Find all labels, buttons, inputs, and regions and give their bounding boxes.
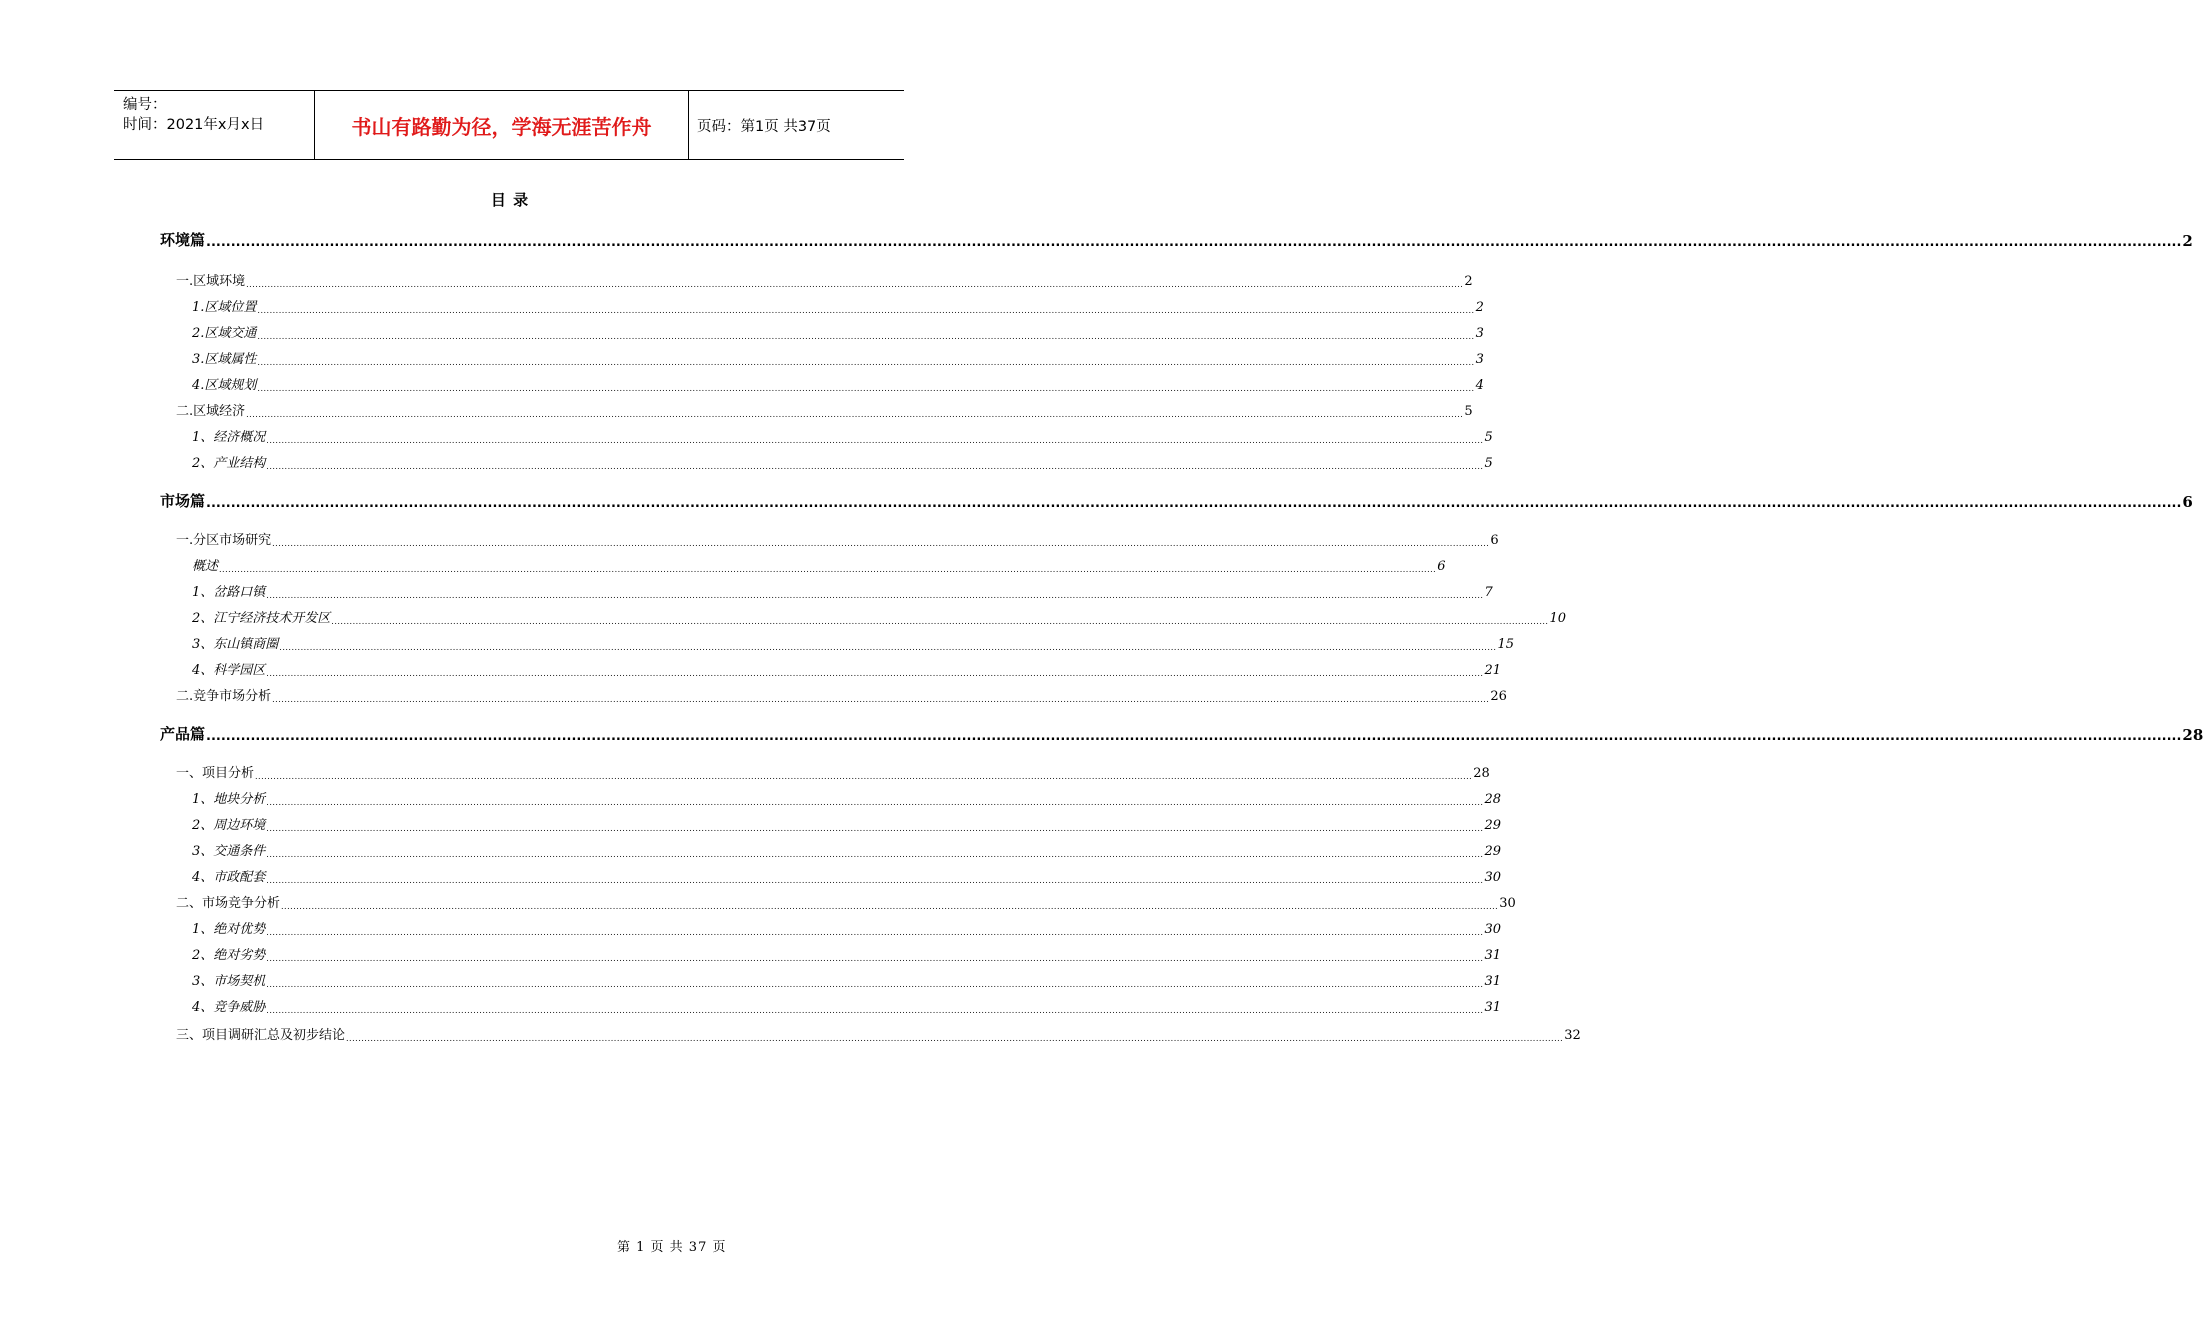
toc-entry-label: 2、江宁经济技术开发区: [192, 611, 331, 626]
toc-entry-page: 4: [1475, 378, 1484, 393]
toc-entry[interactable]: [192, 944, 1502, 963]
toc-entry[interactable]: [192, 426, 1493, 445]
toc-leader-dots: ................................................................................................................................................................................................................................................................................................................................................................................................................: [266, 850, 1484, 859]
toc-entry[interactable]: [192, 970, 1502, 989]
toc-entry-label: 3、东山镇商圈: [192, 637, 279, 652]
toc-entry[interactable]: [176, 400, 1473, 419]
toc-entry-page: 2: [2182, 232, 2193, 250]
toc-leader-dots: ................................................................................................................................................................................................................................................................................................................................................................................................................: [272, 539, 1490, 548]
toc-title: 目 录: [490, 191, 530, 209]
toc-entry-page: 10: [1549, 611, 1567, 626]
toc-entry-label: 产品篇: [160, 725, 206, 743]
toc-leader-dots: ................................................................................................................................................................................................................................................................................................................................................................................................................: [246, 280, 1464, 289]
toc-entry[interactable]: [192, 452, 1493, 471]
toc-entry-label: 1、经济概况: [192, 430, 266, 445]
toc-entry-label: 2、绝对劣势: [192, 948, 266, 963]
document-header: [114, 90, 904, 160]
toc-leader-dots: ................................................................................................................................................................................................................................................................................................................................................................................................................: [281, 902, 1499, 911]
toc-leader-dots: ................................................................................................................................................................................................................................................................................................................................................................................................................: [266, 954, 1484, 963]
toc-entry[interactable]: [192, 866, 1502, 885]
toc-entry-page: 31: [1484, 1000, 1502, 1015]
toc-entry[interactable]: [176, 892, 1516, 911]
toc-leader-dots: ................................................................................................................................................................................................................................................................................................................................................................................................................: [257, 332, 1475, 341]
toc-entry[interactable]: [192, 581, 1493, 600]
toc-entry[interactable]: [192, 348, 1484, 367]
toc-entry[interactable]: [192, 918, 1502, 937]
toc-entry-page: 30: [1484, 922, 1502, 937]
toc-entry-page: 32: [1564, 1028, 1581, 1043]
toc-entry[interactable]: [192, 814, 1502, 833]
toc-entry[interactable]: [176, 762, 1490, 781]
toc-entry-page: 30: [1499, 896, 1516, 911]
toc-entry-label: 环境篇: [160, 231, 206, 249]
toc-entry-label: 4.区域规划: [192, 378, 257, 393]
toc-entry-page: 29: [1484, 844, 1502, 859]
toc-leader-dots: ................................................................................................................................................................................................................................................................................................................................................................................................................: [266, 591, 1484, 600]
toc-entry-page: 6: [1437, 559, 1446, 574]
toc-leader-dots: ................................................................................................................................................................................................................................................................................................................................................................................................................: [266, 928, 1484, 937]
toc-entry-label: 4、科学园区: [192, 663, 266, 678]
toc-entry-label: 概述: [192, 559, 219, 574]
toc-entry[interactable]: [192, 607, 1567, 626]
toc-entry[interactable]: [192, 788, 1502, 807]
toc-leader-dots: ................................................................................................................................................................................................................................................................................................................................................................................................................: [255, 772, 1473, 781]
toc-entry-label: 二、市场竞争分析: [176, 896, 281, 911]
toc-entry-page: 21: [1484, 663, 1502, 678]
toc-entry[interactable]: [176, 685, 1507, 704]
toc-entry-label: 2、周边环境: [192, 818, 266, 833]
toc-entry-label: 1、地块分析: [192, 792, 266, 807]
toc-leader-dots: ................................................................................................................................................................................................................................................................................................................................................................................................................: [266, 462, 1484, 471]
header-motto: 书山有路勤为径，学海无涯苦作舟: [315, 91, 689, 159]
toc-entry[interactable]: [192, 840, 1502, 859]
toc-entry-label: 一、项目分析: [176, 766, 255, 781]
toc-entry-label: 一.分区市场研究: [176, 533, 272, 548]
toc-leader-dots: ................................................................................................................................................................................................................................................................................................................................................................................................................: [206, 496, 2182, 511]
toc-entry[interactable]: [192, 374, 1484, 393]
toc-entry-label: 市场篇: [160, 492, 206, 510]
toc-leader-dots: ................................................................................................................................................................................................................................................................................................................................................................................................................: [206, 729, 2182, 744]
toc-leader-dots: ................................................................................................................................................................................................................................................................................................................................................................................................................: [266, 876, 1484, 885]
toc-entry[interactable]: [176, 1024, 1581, 1043]
toc-leader-dots: ................................................................................................................................................................................................................................................................................................................................................................................................................: [266, 436, 1484, 445]
toc-entry[interactable]: [192, 296, 1484, 315]
toc-entry-label: 一.区域环境: [176, 274, 246, 289]
toc-leader-dots: ................................................................................................................................................................................................................................................................................................................................................................................................................: [257, 306, 1475, 315]
toc-entry-page: 31: [1484, 948, 1502, 963]
toc-entry-page: 6: [1490, 533, 1499, 548]
toc-leader-dots: ................................................................................................................................................................................................................................................................................................................................................................................................................: [266, 1006, 1484, 1015]
toc-entry-page: 3: [1475, 352, 1484, 367]
toc-entry-page: 6: [2182, 493, 2193, 511]
toc-leader-dots: ................................................................................................................................................................................................................................................................................................................................................................................................................: [266, 798, 1484, 807]
toc-entry[interactable]: [192, 555, 1446, 574]
toc-entry-page: 5: [1464, 404, 1473, 419]
toc-entry-page: 2: [1475, 300, 1484, 315]
toc-entry-label: 3、交通条件: [192, 844, 266, 859]
toc-entry-label: 1、岔路口镇: [192, 585, 266, 600]
toc-entry-page: 3: [1475, 326, 1484, 341]
toc-entry[interactable]: [192, 633, 1515, 652]
toc-entry-page: 30: [1484, 870, 1502, 885]
toc-entry[interactable]: [160, 723, 2203, 744]
toc-leader-dots: ................................................................................................................................................................................................................................................................................................................................................................................................................: [246, 410, 1464, 419]
toc-leader-dots: ................................................................................................................................................................................................................................................................................................................................................................................................................: [257, 384, 1475, 393]
toc-leader-dots: ................................................................................................................................................................................................................................................................................................................................................................................................................: [266, 824, 1484, 833]
toc-leader-dots: ................................................................................................................................................................................................................................................................................................................................................................................................................: [257, 358, 1475, 367]
toc-entry[interactable]: [176, 270, 1473, 289]
toc-entry[interactable]: [160, 490, 2193, 511]
toc-entry-page: 31: [1484, 974, 1502, 989]
toc-entry-page: 5: [1484, 456, 1493, 471]
toc-entry-page: 2: [1464, 274, 1473, 289]
toc-entry-label: 1、绝对优势: [192, 922, 266, 937]
toc-entry-label: 2、产业结构: [192, 456, 266, 471]
number-label: 编号：: [123, 97, 167, 113]
toc-leader-dots: ................................................................................................................................................................................................................................................................................................................................................................................................................: [266, 980, 1484, 989]
toc-entry-label: 3.区域属性: [192, 352, 257, 367]
toc-entry-label: 三、项目调研汇总及初步结论: [176, 1028, 346, 1043]
toc-entry-label: 1.区域位置: [192, 300, 257, 315]
toc-leader-dots: ................................................................................................................................................................................................................................................................................................................................................................................................................: [346, 1034, 1564, 1043]
toc-entry[interactable]: [176, 529, 1499, 548]
toc-leader-dots: ................................................................................................................................................................................................................................................................................................................................................................................................................: [331, 617, 1549, 626]
toc-entry[interactable]: [192, 322, 1484, 341]
header-page-info: 页码：第1页 共37页: [697, 118, 831, 135]
toc-entry-page: 15: [1497, 637, 1515, 652]
toc-leader-dots: ................................................................................................................................................................................................................................................................................................................................................................................................................: [219, 565, 1437, 574]
toc-leader-dots: ................................................................................................................................................................................................................................................................................................................................................................................................................: [272, 695, 1490, 704]
toc-entry-label: 4、市政配套: [192, 870, 266, 885]
toc-entry-page: 28: [2182, 726, 2203, 744]
toc-entry-page: 5: [1484, 430, 1493, 445]
toc-entry[interactable]: [192, 659, 1502, 678]
toc-entry-page: 7: [1484, 585, 1493, 600]
toc-entry-page: 26: [1490, 689, 1507, 704]
toc-entry-label: 4、竞争威胁: [192, 1000, 266, 1015]
toc-entry-label: 二.竞争市场分析: [176, 689, 272, 704]
time-label: 时间：2021年x月x日: [123, 117, 265, 133]
toc-entry-page: 28: [1473, 766, 1490, 781]
toc-entry[interactable]: [192, 996, 1502, 1015]
toc-entry-label: 二.区域经济: [176, 404, 246, 419]
toc-entry-label: 2.区域交通: [192, 326, 257, 341]
toc-leader-dots: ................................................................................................................................................................................................................................................................................................................................................................................................................: [266, 669, 1484, 678]
toc-leader-dots: ................................................................................................................................................................................................................................................................................................................................................................................................................: [206, 235, 2182, 250]
toc-entry-page: 29: [1484, 818, 1502, 833]
toc-entry-page: 28: [1484, 792, 1502, 807]
toc-entry-label: 3、市场契机: [192, 974, 266, 989]
header-meta: [114, 91, 315, 159]
toc-leader-dots: ................................................................................................................................................................................................................................................................................................................................................................................................................: [279, 643, 1497, 652]
toc-entry[interactable]: [160, 229, 2193, 250]
page-footer: 第 1 页 共 37 页: [617, 1240, 727, 1255]
